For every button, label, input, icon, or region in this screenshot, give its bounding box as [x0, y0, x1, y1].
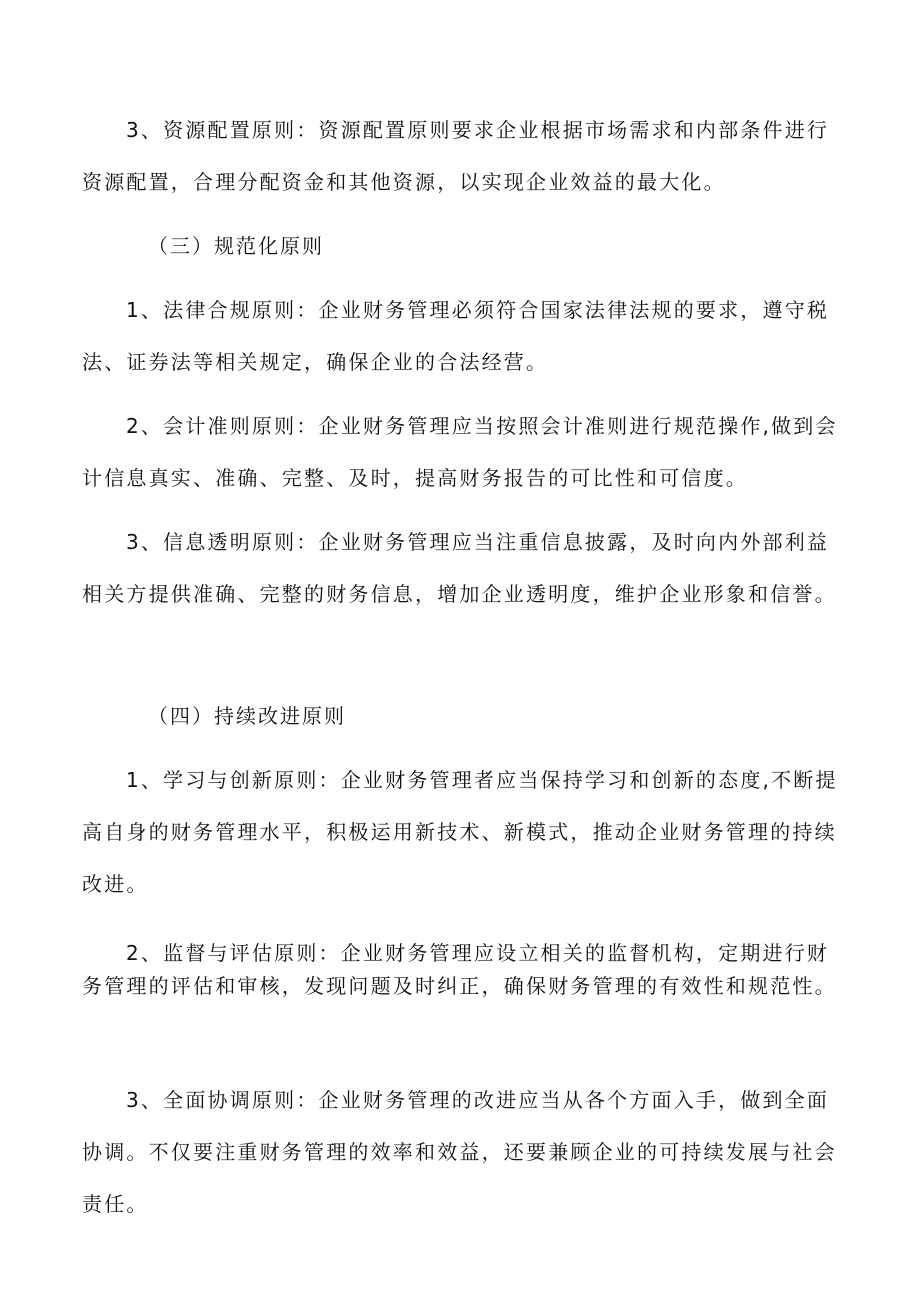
section-heading-continuous-improvement: （四）持续改进原则 [148, 704, 346, 728]
paragraph-comprehensive-coordination: 3、全面协调原则：企业财务管理的改进应当从各个方面入手，做到全面协调。不仅要注重财务管理的效率和效益，还要兼顾企业的可持续发展与社会责任。 [82, 1088, 837, 1216]
paragraph-legal-compliance: 1、法律合规原则：企业财务管理必须符合国家法律法规的要求，遵守税法、证券法等相关规定，确保企业的合法经营。 [82, 298, 830, 374]
paragraph-information-transparency: 3、信息透明原则：企业财务管理应当注重信息披露，及时向内外部利益相关方提供准确、完整的财务信息，增加企业透明度，维护企业形象和信誉。 [82, 530, 837, 606]
paragraph-supervision-evaluation: 2、监督与评估原则：企业财务管理应设立相关的监督机构，定期进行财务管理的评估和审核，发现问题及时纠正，确保财务管理的有效性和规范性。 [82, 941, 837, 998]
paragraph-accounting-standards: 2、会计准则原则：企业财务管理应当按照会计准则进行规范操作,做到会计信息真实、准确、完整、及时，提高财务报告的可比性和可信度。 [82, 414, 838, 490]
section-heading-standardization: （三）规范化原则 [148, 234, 324, 258]
paragraph-learning-innovation: 1、学习与创新原则：企业财务管理者应当保持学习和创新的态度,不断提高自身的财务管理水平，积极运用新技术、新模式，推动企业财务管理的持续改进。 [82, 768, 838, 896]
paragraph-resource-allocation: 3、资源配置原则：资源配置原则要求企业根据市场需求和内部条件进行资源配置，合理分配资金和其他资源，以实现企业效益的最大化。 [82, 118, 830, 194]
